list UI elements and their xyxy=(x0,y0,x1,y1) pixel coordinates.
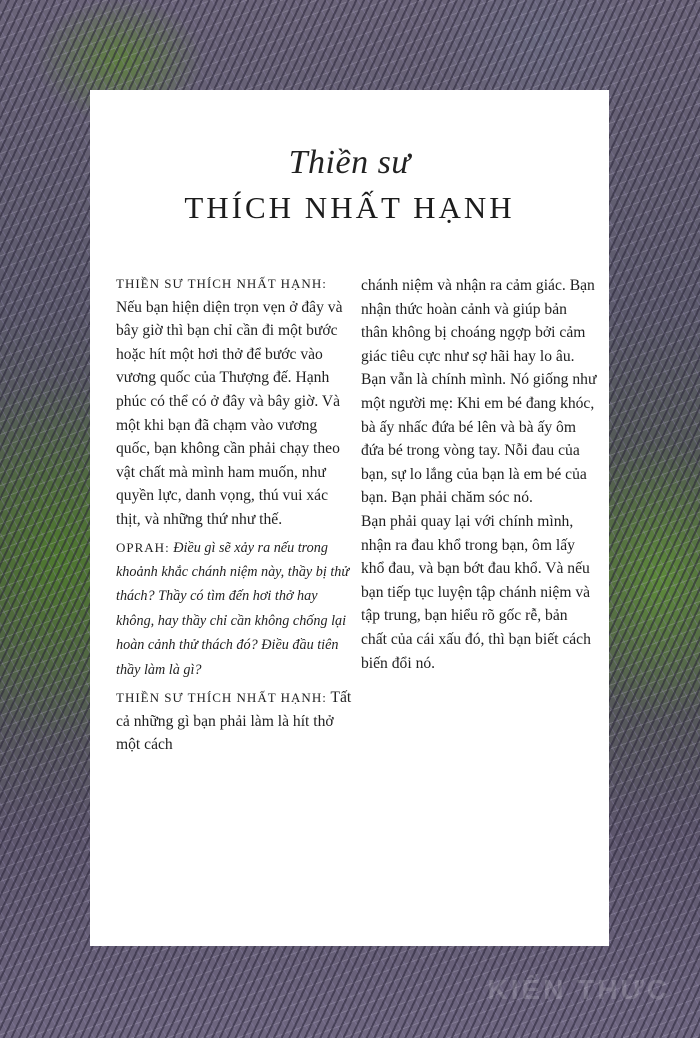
paragraph-final: Bạn phải quay lại với chính mình, nhận ra đau khổ trong bạn, ôm lấy khổ đau, và bạn bớt đau khổ. Và nếu bạn tiếp tục luyện tập chánh niệm và tập trung, bạn hiểu rõ gốc rễ, bản chất của cái xấu đó, thì bạn biết cách biến đổi nó. xyxy=(361,512,591,672)
paragraph-thich-nhat-hanh-2 xyxy=(116,686,352,757)
left-column xyxy=(116,272,352,761)
page-card xyxy=(90,90,609,946)
paragraph-continued: chánh niệm và nhận ra cảm giác. Bạn nhận thức hoàn cảnh và giúp bản thân không bị choáng ngợp bởi cảm giác tiêu cực như sợ hãi hay lo âu. Bạn vẫn là chính mình. Nó giống như một người mẹ: Khi em bé đang khóc, bà ấy nhấc đứa bé lên và bà ấy ôm đứa bé trong vòng tay. Nỗi đau của bạn, sự lo lắng của bạn là em bé của bạn. Bạn phải chăm sóc nó. xyxy=(361,277,597,507)
right-column xyxy=(361,274,597,679)
paragraph-text: Tất cả những gì bạn phải làm là hít thở một cách xyxy=(116,688,352,754)
paragraph-thich-nhat-hanh-1 xyxy=(116,272,352,532)
page-title: THÍCH NHẤT HẠNH xyxy=(184,190,515,225)
paragraph-oprah xyxy=(116,536,352,682)
paragraph-text: Nếu bạn hiện diện trọn vẹn ở đây và bây giờ thì bạn chỉ cần đi một bước hoặc hít một hơi thở để bước vào vương quốc của Thượng đế. Hạnh phúc có thể có ở đây và bây giờ. Và một khi bạn đã chạm vào vương quốc, bạn không cần phải chạy theo vật chất mà mình ham muốn, như quyền lực, danh vọng, thú vui xác thịt, và những thứ như thế. xyxy=(116,298,343,528)
speaker-label: THIỀN SƯ THÍCH NHẤT HẠNH: xyxy=(116,276,327,291)
watermark-logo: KIẾN THỨC xyxy=(487,974,670,1005)
speaker-label: THIỀN SƯ THÍCH NHẤT HẠNH: xyxy=(116,689,327,705)
paragraph-text: Điều gì sẽ xảy ra nếu trong khoảnh khắc chánh niệm này, thầy bị thử thách? Thầy có tìm đến hơi thở hay không, hay thầy chỉ cần không chống lại hoàn cảnh thử thách đó? Điều đầu tiên thầy làm là gì? xyxy=(116,539,350,678)
title-italic: Thiền sư xyxy=(288,144,411,181)
speaker-label: OPRAH: xyxy=(116,539,170,555)
